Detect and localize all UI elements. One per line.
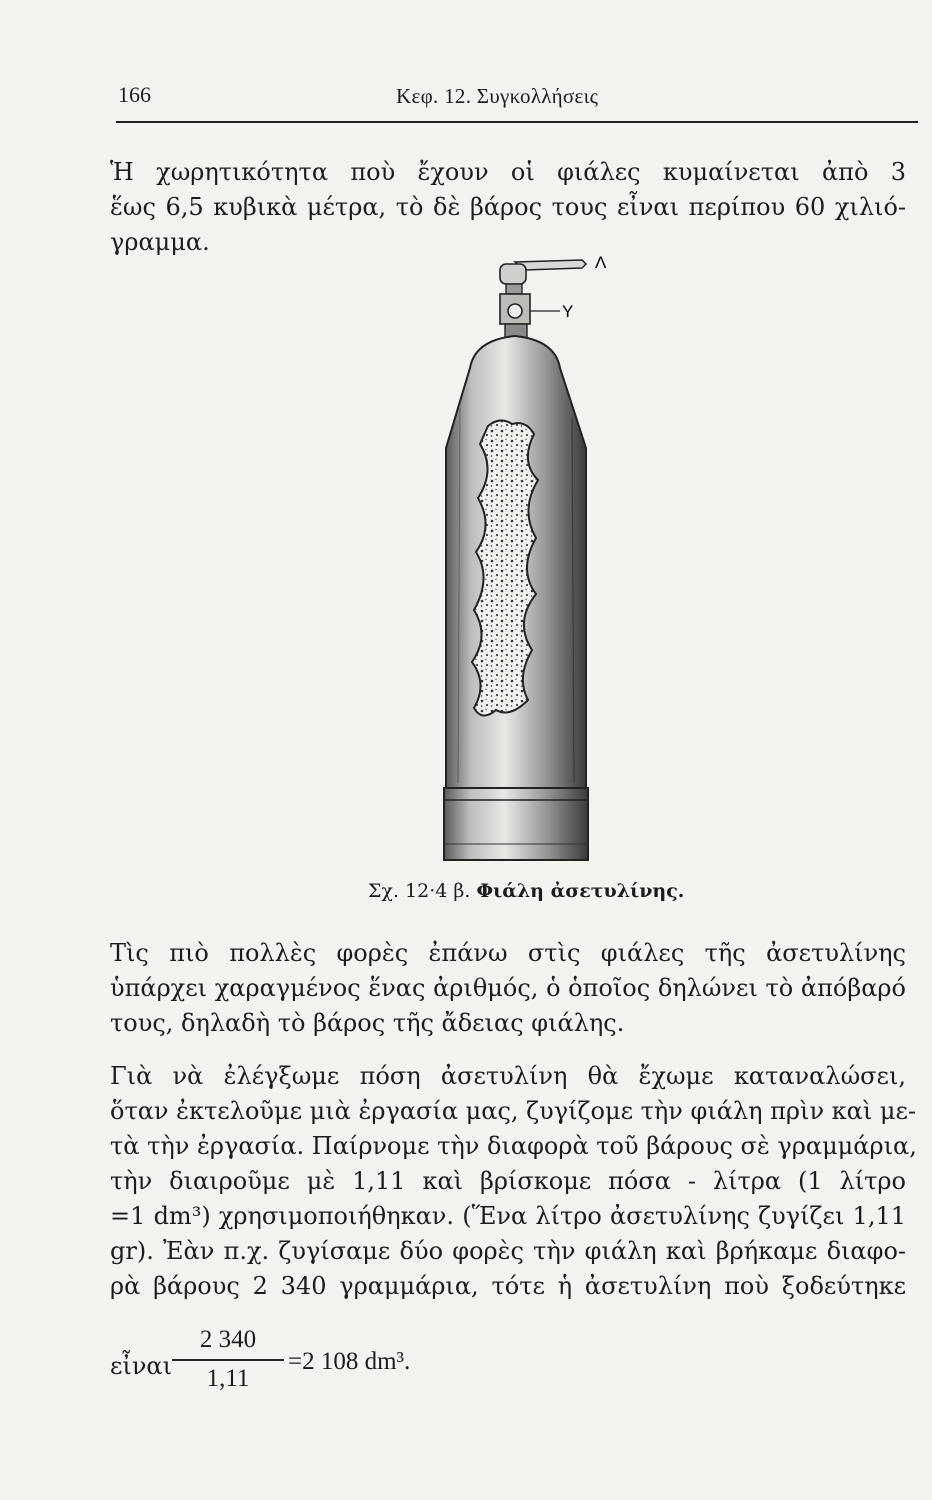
formula-result: =2 108 dm³. bbox=[288, 1348, 411, 1375]
text-line: τους, δηλαδὴ τὸ βάρος τῆς ἄδειας φιάλης. bbox=[110, 1009, 625, 1037]
valve-assembly bbox=[500, 253, 607, 338]
text-line: gr). Ἐὰν π.χ. ζυγίσαμε δύο φορὲς τὴν φιάλη καὶ βρήκαμε διαφο- bbox=[110, 1237, 906, 1265]
formula-volume bbox=[110, 1326, 610, 1406]
header-rule bbox=[116, 121, 918, 123]
formula-prefix: εἶναι bbox=[110, 1352, 173, 1380]
label-y: Υ bbox=[562, 302, 574, 321]
text-line: ὅταν ἐκτελοῦμε μιὰ ἐργασία μας, ζυγίζομε τὴν φιάλη πρὶν καὶ με- bbox=[110, 1097, 917, 1125]
acetylene-cylinder-illustration bbox=[350, 248, 650, 878]
page-header bbox=[118, 82, 918, 116]
caption-title: Φιάλη ἀσετυλίνης. bbox=[476, 880, 685, 902]
text-line: γραμμα. bbox=[110, 228, 210, 256]
text-line: ὑπάρχει χαραγμένος ἕνας ἀριθμός, ὁ ὁποῖος δηλώνει τὸ ἀπόβαρό bbox=[110, 974, 906, 1002]
running-head: Κεφ. 12. Συγκολλήσεις bbox=[396, 84, 599, 108]
text-line: τὰ τὴν ἐργασία. Παίρνομε τὴν διαφορὰ τοῦ βάρους σὲ γραμμάρια, bbox=[110, 1132, 917, 1160]
text-line: Τὶς πιὸ πολλὲς φορὲς ἐπάνω στὶς φιάλες τῆς ἀσετυλίνης bbox=[110, 939, 906, 967]
text-line: =1 dm³) χρησιμοποιήθηκαν. (Ἕνα λίτρο ἀσετυλίνης ζυγίζει 1,11 bbox=[110, 1202, 906, 1230]
fraction-bar bbox=[172, 1359, 284, 1361]
formula-denominator: 1,11 bbox=[206, 1365, 250, 1392]
label-a: Λ bbox=[595, 253, 607, 272]
paragraph-capacity bbox=[110, 155, 906, 260]
paragraph-tare bbox=[110, 936, 906, 1041]
text-line: τὴν διαιροῦμε μὲ 1,11 καὶ βρίσκομε πόσα - λίτρα (1 λίτρο bbox=[110, 1167, 906, 1195]
text-line: ἕως 6,5 κυβικὰ μέτρα, τὸ δὲ βάρος τους εἶναι περίπου 60 χιλιό- bbox=[110, 193, 906, 221]
page-number: 166 bbox=[118, 82, 151, 107]
formula-numerator: 2 340 bbox=[199, 1326, 257, 1353]
caption-number: Σχ. 12·4 β. bbox=[368, 880, 471, 902]
text-line: ρὰ βάρους 2 340 γραμμάρια, τότε ἡ ἀσετυλίνη ποὺ ξοδεύτηκε bbox=[110, 1272, 906, 1300]
paragraph-consumption bbox=[110, 1059, 917, 1304]
figure-caption bbox=[368, 880, 684, 902]
text-line: Ἡ χωρητικότητα ποὺ ἔχουν οἱ φιάλες κυμαίνεται ἀπὸ 3 bbox=[110, 158, 906, 186]
text-line: Γιὰ νὰ ἐλέγξωμε πόση ἀσετυλίνη θὰ ἔχωμε καταναλώσει, bbox=[110, 1062, 906, 1090]
